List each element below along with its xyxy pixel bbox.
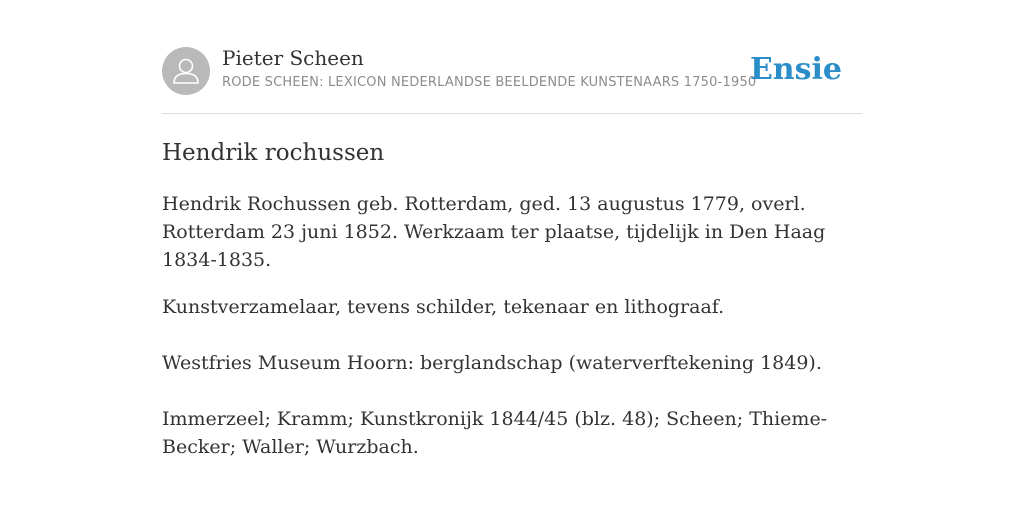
article-paragraph: Kunstverzamelaar, tevens schilder, tekenaar en lithograaf. <box>162 296 725 318</box>
ensie-logo[interactable]: Ensie <box>749 52 842 87</box>
article-title: Hendrik rochussen <box>162 140 385 166</box>
article-paragraph: Hendrik Rochussen geb. Rotterdam, ged. 13 augustus 1779, overl. Rotterdam 23 juni 1852. Werkzaam ter plaatse, tijdelijk in Den Haag 1834-1835. <box>162 193 826 271</box>
article-body <box>162 138 862 461</box>
article-header <box>162 46 862 114</box>
article-paragraph: Immerzeel; Kramm; Kunstkronijk 1844/45 (blz. 48); Scheen; Thieme-Becker; Waller; Wurzbach. <box>162 408 828 458</box>
article-paragraph: Westfries Museum Hoorn: berglandschap (waterverftekening 1849). <box>162 352 822 374</box>
author-name[interactable]: Pieter Scheen <box>222 46 364 70</box>
article-card <box>162 46 862 461</box>
user-avatar-icon[interactable] <box>162 47 210 95</box>
source-title[interactable]: RODE SCHEEN: LEXICON NEDERLANDSE BEELDENDE KUNSTENAARS 1750-1950 <box>222 75 757 90</box>
person-icon <box>162 47 210 95</box>
